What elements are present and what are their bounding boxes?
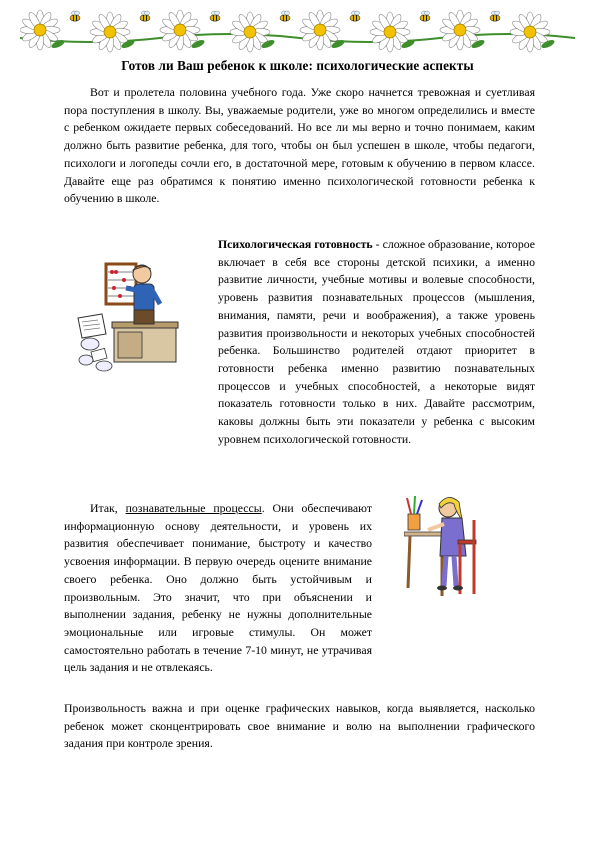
cognitive-term: познавательные процессы (125, 501, 262, 515)
bee (210, 11, 220, 21)
bee (350, 11, 360, 21)
readiness-term: Психологическая готовность (218, 237, 373, 251)
boy-with-abacus-illustration (76, 260, 182, 380)
readiness-text: - сложное образование, которое включает в себя все стороны детской психики, а именно развитие личности, учебные мотивы и волевые способности, уровень развития познавательных процессов (мышления, внимания, памяти, речи и воображения), а также уровень развития произвольности и некоторых учебных способностей ребенка. Большинство родителей отдают приоритет в готовности ребенка именно развитию познавательных процессов и учебных способностей, а некоторые видят показатель готовности только в них. Давайте рассмотрим, каковы должны быть эти показатели у ребенка с высоким уровнем психологической готовности. (218, 237, 535, 446)
bee (140, 11, 150, 21)
bee (280, 11, 290, 21)
girl-drawing-illustration (404, 490, 482, 600)
cognitive-processes-paragraph (64, 500, 372, 677)
intro-paragraph: Вот и пролетела половина учебного года. Уже скоро начнется тревожная и суетливая пора поступления в школу. Вы, уважаемые родители, уже во многом определились и вместе с ребенком ожидаете первых собеседований. Но все ли мы верно и точно понимаем, каким должно быть развитие ребенка, для того, чтобы он был успешен в школе, чтобы педагоги, психологи и логопеды сочли его, в достаточной мере, готовым к обучению в первом классе. Давайте еще раз обратимся к понятию именно психологической готовности ребенка к обучению в школе. (64, 85, 535, 206)
graphic-skills-paragraph: Произвольность важна и при оценке графических навыков, когда выявляется, насколько ребенок может сконцентрировать свое внимание и волю на выполнении графического задания при контроле зрения. (64, 701, 535, 751)
bee (70, 11, 80, 21)
cognitive-text: . Они обеспечивают информационную основу деятельности, и уровень их развития обеспечивает понимание, быстроту и качество усвоения информации. В первую очередь оцените внимание своего ребенка. Оно должно быть устойчивым и произвольным. Это значит, что при объяснении и выполнении задания, ребенку не нужны дополнительные эмоциональные или игровые стимулы. Он может самостоятельно работать в течение 7-10 минут, не утрачивая цель задания и не отвлекаясь. (64, 501, 372, 675)
cognitive-lead: Итак, (90, 501, 126, 515)
bee (420, 11, 430, 21)
readiness-paragraph (218, 236, 535, 448)
bee (490, 11, 500, 21)
flower-border-decoration (20, 8, 575, 54)
page-title: Готов ли Ваш ребенок к школе: психологические аспекты (121, 58, 474, 73)
